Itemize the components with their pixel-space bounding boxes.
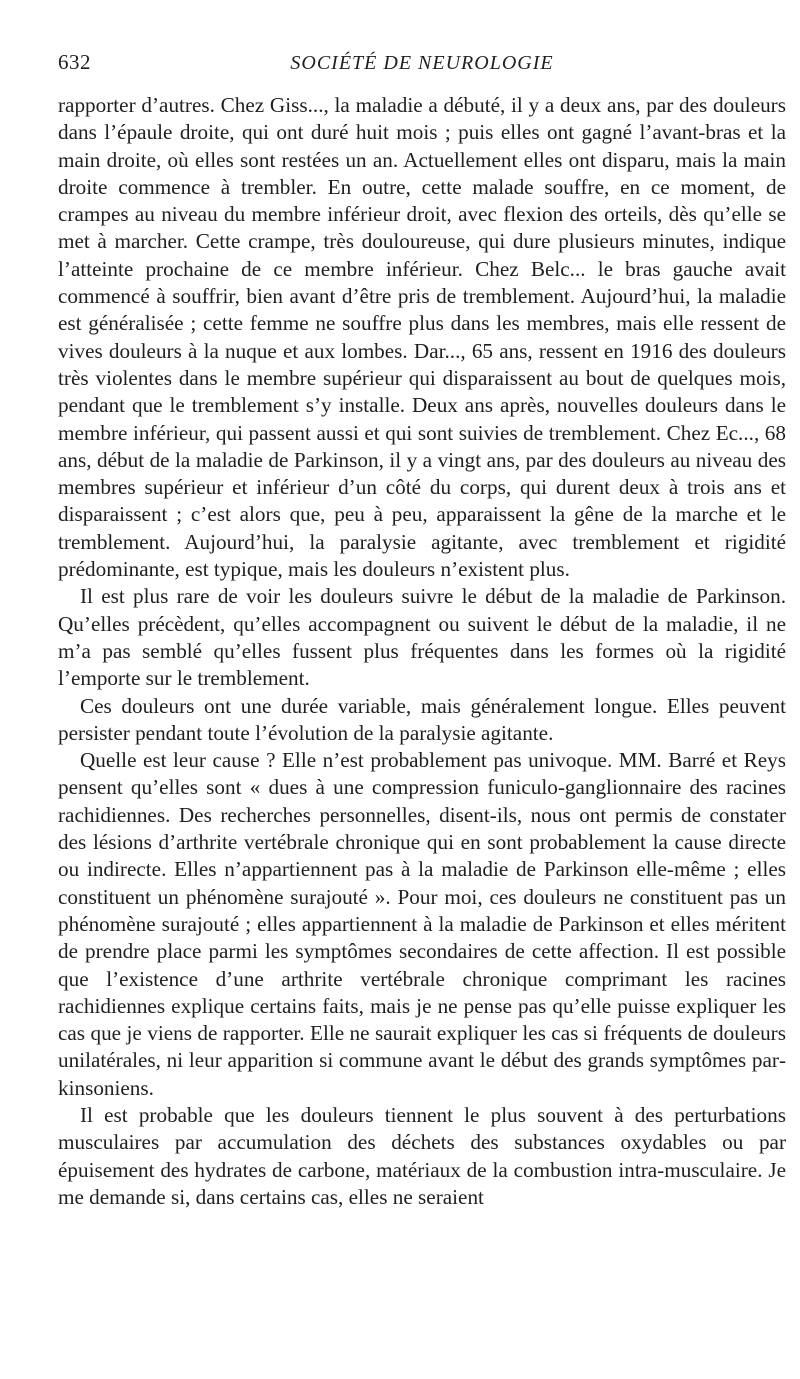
page-header (58, 44, 786, 84)
paragraph-3: Ces douleurs ont une durée variable, mais généralement longue. Elles peuvent persister pendant toute l’évolution de la paralysie agitante. (58, 693, 786, 745)
page (58, 44, 786, 1211)
paragraph-2: Il est plus rare de voir les douleurs suivre le début de la maladie de Parkinson. Qu’elles précèdent, qu’elles accompagnent ou suivent le début de la maladie, il ne m’a pas semblé qu’elles fussent plus fréquentes dans les formes où la rigidité l’emporte sur le tremblement. (58, 584, 786, 691)
running-title: SOCIÉTÉ DE NEUROLOGIE (290, 52, 554, 74)
paragraph-5: Il est probable que les douleurs tiennent le plus souvent à des perturbations musculaires par accumulation des déchets des substances oxydables ou par épuisement des hydrates de carbone, matériaux de la combustion intra-musculaire. Je me demande si, dans certains cas, elles ne seraient (58, 1102, 786, 1209)
page-number: 632 (58, 50, 91, 74)
paragraph-4: Quelle est leur cause ? Elle n’est probablement pas univoque. MM. Barré et Reys pensent qu’elles sont « dues à une compression funiculo-ganglionnaire des racines rachidiennes. Des recherches personnelles, disent-ils, nous ont permis de constater des lésions d’arthrite vertébrale chronique qui en sont probablement la cause directe ou indirecte. Elles n’appartiennent pas à la maladie de Parkinson elle-même ; elles constituent un phénomène surajouté ». Pour moi, ces douleurs ne constituent pas un phénomène surajouté ; elles appartiennent à la maladie de Parkinson et elles méritent de prendre place parmi les symptômes secondaires de cette affection. Il est possible que l’existence d’une arthrite vertébrale chronique comprimant les racines rachidiennes explique certains faits, mais je ne pense pas qu’elle puisse expliquer les cas que je viens de rapporter. Elle ne saurait expliquer les cas si fréquents de douleurs unilatérales, ni leur apparition si commune avant le début des grands symptômes parkinsoniens. (58, 748, 786, 1100)
paragraph-1: rapporter d’autres. Chez Giss..., la maladie a débuté, il y a deux ans, par des douleurs dans l’épaule droite, qui ont duré huit mois ; puis elles ont gagné l’avant-bras et la main droite, où elles sont restées un an. Actuellement elles ont disparu, mais la main droite commence à trembler. En outre, cette malade souffre, en ce moment, de crampes au niveau du membre inférieur droit, avec flexion des orteils, dès qu’elle se met à marcher. Cette crampe, très douloureuse, qui dure plusieurs minutes, indique l’atteinte prochaine de ce membre inférieur. Chez Belc... le bras gauche avait commencé à souffrir, bien avant d’être pris de tremblement. Aujourd’hui, la maladie est généralisée ; cette femme ne souffre plus dans les membres, mais elle ressent de vives douleurs à la nuque et aux lombes. Dar..., 65 ans, ressent en 1916 des douleurs très violentes dans le membre supérieur qui disparaissent au bout de quelques mois, pendant que le tremblement s’y installe. Deux ans après, nouvelles douleurs dans le membre inférieur, qui passent aussi et qui sont suivies de tremblement. Chez Ec..., 68 ans, début de la maladie de Parkinson, il y a vingt ans, par des douleurs au niveau des membres supérieur et inférieur d’un côté du corps, qui durent deux à trois ans et disparaissent ; c’est alors que, peu à peu, apparaissent la gêne de la marche et le tremblement. Aujourd’hui, la paralysie agitante, avec tremblement et rigidité prédominante, est typique, mais les douleurs n’existent plus. (58, 93, 786, 582)
article-body (58, 92, 786, 1211)
